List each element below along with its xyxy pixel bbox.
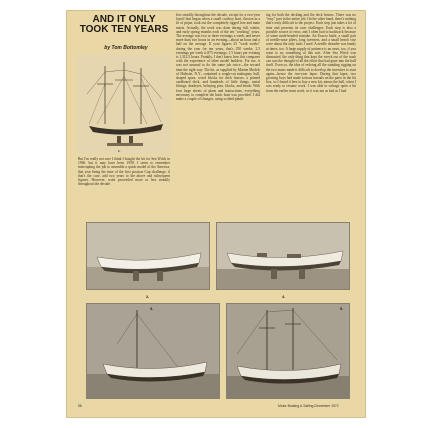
caption-1: 1. <box>118 149 121 153</box>
caption-5: 5. <box>340 306 344 311</box>
rigged-ship-image <box>227 304 350 399</box>
ship-model-image <box>77 54 171 154</box>
photo-4 <box>216 222 350 290</box>
magazine-footer: Motor Boating & Sailing-December 1972 <box>278 404 339 408</box>
photo-1 <box>77 54 171 154</box>
photo-2 <box>86 222 210 290</box>
photo-3 <box>86 303 220 399</box>
photo-5 <box>226 303 350 399</box>
masted-hull-image <box>87 304 220 399</box>
column-middle: less steadily throughout the decade, except for a two-year layoff that began when a small cowboy boot, thrown in a fit of pique, took out the completely rigged fore and main masts. Actually, the work was done during fall, winter, and early spring months each of the ten "working" years. The average was two or three evenings a week, and never more than two hours in an evening—about an hour and a half on the average. If your figures 25 "work weeks" during the year for ten years, that's 250 weeks; 2.5 evenings per week is 875 evenings; 1.5 hours per evening is 1,312.5 hours. Frankly, I don't know how this compares with the experience of other model builders. For me, it was not unusual to do the same job twice—the second time the right way. The kit, as supplied by Marine Models of Halesite, N.Y., contained a rough-cut mahogany hull, shaped spars, wood blocks for deck houses, a printed cardboard deck, and hundreds of little things: metal fittings, deadeyes, belaying pins, blocks, and beads. With four large sheets of plans and instructions, everything necessary to complete the basic boat was provided. I did make a couple of changes, using scribed plank- <box>176 13 260 102</box>
caption-4: 4. <box>282 294 286 299</box>
column-left: But I'm really not sure I think I bought the kit for Sea Witch in 1960, but it may have been 1958. I seem to remember interrupting the job to assemble a quick model of the America, that year being the time of the first postwar Cup challenge, if that's the case, add two years to the above and subsequent figures. However, work proceeded more or less steadily throughout the decade. <box>78 157 170 187</box>
caption-2: 2. <box>146 294 150 299</box>
article-byline: by Tom Bottomley <box>104 45 148 51</box>
article-title: AND IT ONLY TOOK TEN YEARS <box>79 14 169 35</box>
deck-image <box>217 223 350 290</box>
caption-3: 3. <box>150 306 154 311</box>
hull-image <box>87 223 210 290</box>
column-right: ing for both the decking and the deck houses. There was no "easy" part in the entire job. On the other hand, there's nothing that's truly difficult to the project. Each step just takes a lot of time and presents its own challenges. Each step is also a possible source of error, and I often had to backtrack because of some mule-headed mistake. An Exacto knife, a small pair of needle-nose pliers, long tweezers, and a small bench vise were about the only tools I used. A needle threader was handy at times, too. A large supply of patience is an asset, too, if you want to try something of this sort. After Sea Witch was dismasted, the only thing that kept the wreck out of the trash can was the thought of all the effort that had gone into the hull itself. Even so, the idea of redoing all the standing rigging on the two masts made it difficult to develop the incentive to start again—hence the two-year lapse. During that lapse, two growing boys had made serious inroads on the parts in the kit box, so I found it best to buy a new kit, minus the hull, when I was ready to resume work. I was able to salvage quite a bit from the earlier mast work, so it was not as bad as I had <box>266 13 356 93</box>
page-number: 56 <box>78 404 82 408</box>
